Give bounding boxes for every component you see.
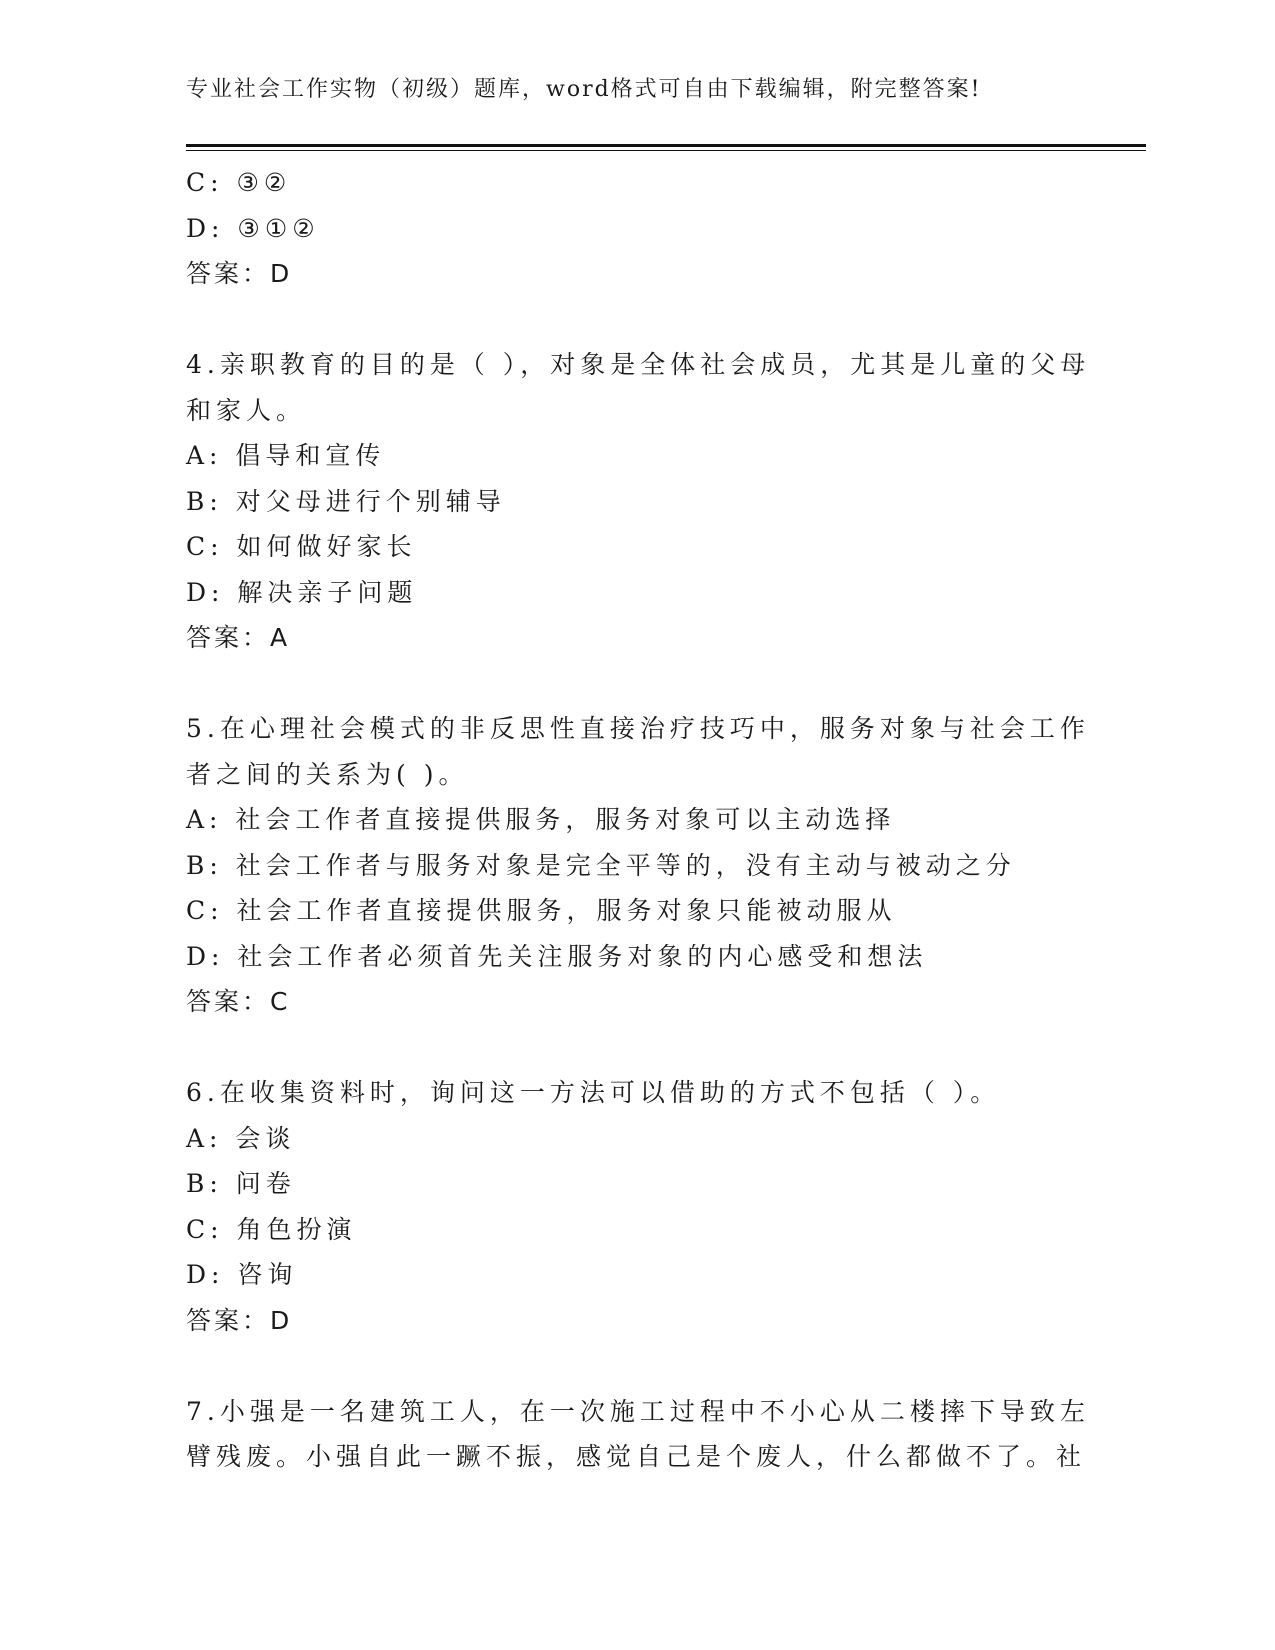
q3-option-c: C: ③②	[186, 168, 292, 197]
q6-option-d: D: 咨询	[186, 1260, 298, 1289]
q5-option-b: B: 社会工作者与服务对象是完全平等的，没有主动与被动之分	[186, 850, 1016, 880]
q5-stem-line1: 5.在心理社会模式的非反思性直接治疗技巧中，服务对象与社会工作	[186, 714, 1090, 743]
q4-option-d: D: 解决亲子问题	[186, 577, 418, 607]
question-3-tail	[186, 160, 1086, 297]
header-rule-thin	[186, 150, 1146, 151]
spacer	[186, 297, 1086, 343]
page-header: 专业社会工作实物（初级）题库，word格式可自由下载编辑，附完整答案!	[186, 77, 982, 102]
question-5	[186, 706, 1090, 1025]
q3-option-d: D: ③①②	[186, 213, 320, 243]
q6-stem-line1: 6.在收集资料时，询问这一方法可以借助的方式不包括（ ）。	[186, 1078, 1001, 1107]
q4-option-a: A: 倡导和宣传	[186, 441, 386, 470]
header-rule-thick	[186, 144, 1146, 147]
spacer	[186, 1025, 1086, 1071]
q5-option-d: D: 社会工作者必须首先关注服务对象的内心感受和想法	[186, 941, 928, 971]
q7-stem-line2: 臂残废。小强自此一蹶不振，感觉自己是个废人，什么都做不了。社	[186, 1442, 1087, 1471]
q6-option-a: A: 会谈	[186, 1123, 296, 1153]
q4-stem-line1: 4.亲职教育的目的是（ ），对象是全体社会成员，尤其是儿童的父母	[186, 350, 1091, 379]
q4-answer: 答案：A	[186, 623, 291, 652]
q5-answer: 答案：C	[186, 987, 291, 1016]
question-6	[186, 1070, 1086, 1343]
question-4	[186, 342, 1091, 661]
q6-option-b: B: 问卷	[186, 1169, 296, 1198]
q6-option-c: C: 角色扮演	[186, 1214, 357, 1244]
q5-option-a: A: 社会工作者直接提供服务，服务对象可以主动选择	[186, 805, 896, 834]
spacer	[186, 661, 1086, 707]
q4-option-c: C: 如何做好家长	[186, 532, 417, 561]
q4-option-b: B: 对父母进行个别辅导	[186, 486, 506, 516]
q7-stem-line1: 7.小强是一名建筑工人，在一次施工过程中不小心从二楼摔下导致左	[186, 1396, 1090, 1426]
spacer	[186, 1343, 1086, 1389]
question-7	[186, 1389, 1090, 1480]
q4-stem-line2: 和家人。	[186, 395, 307, 425]
document-body	[186, 160, 1091, 1480]
q6-answer: 答案：D	[186, 1305, 293, 1335]
q5-option-c: C: 社会工作者直接提供服务，服务对象只能被动服从	[186, 896, 897, 925]
q3-answer: 答案：D	[186, 259, 293, 288]
q5-stem-line2: 者之间的关系为( )。	[186, 759, 469, 789]
